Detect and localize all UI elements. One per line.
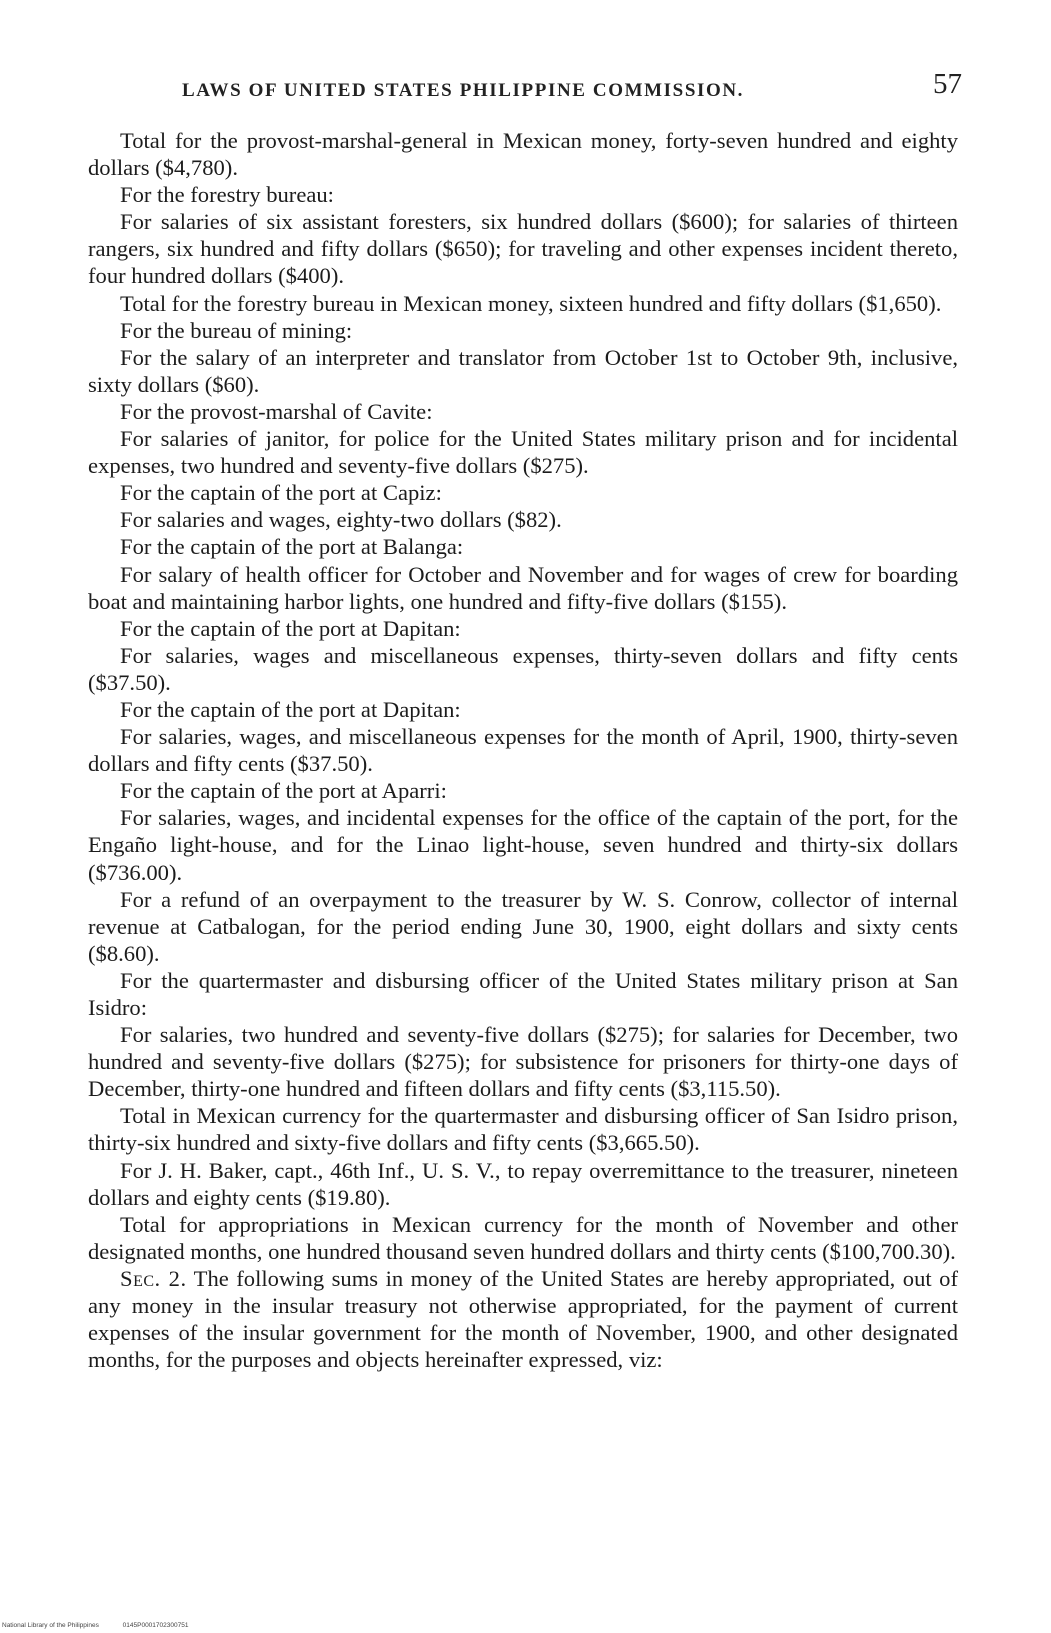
paragraph: For the quartermaster and disbursing officer of the United States military prison at San Isidro: bbox=[88, 967, 958, 1020]
paragraph: For salaries of janitor, for police for the United States military prison and for incidental expenses, two hundred and seventy-five dollars ($275). bbox=[88, 426, 958, 479]
paragraph: For salaries, wages, and miscellaneous expenses for the month of April, 1900, thirty-seven dollars and fifty cents ($37.50). bbox=[88, 724, 958, 777]
page-number: 57 bbox=[933, 68, 962, 100]
paragraph: For the bureau of mining: bbox=[120, 317, 353, 343]
section-paragraph bbox=[88, 1265, 958, 1373]
paragraph: For salary of health officer for October and November and for wages of crew for boarding boat and maintaining harbor lights, one hundred and fifty-five dollars ($155). bbox=[88, 561, 958, 614]
paragraph: For salaries, two hundred and seventy-five dollars ($275); for salaries for December, two hundred and seventy-five dollars ($275); for subsistence for prisoners for thirty-one days of December, thirty-one hundred and fifteen dollars and fifty cents ($3,115.50). bbox=[88, 1022, 958, 1102]
paragraph: Total for the forestry bureau in Mexican money, sixteen hundred and fifty dollars ($1,650). bbox=[120, 290, 942, 316]
body-text bbox=[88, 127, 958, 1373]
paragraph: For the captain of the port at Capiz: bbox=[120, 480, 442, 506]
paragraph: For salaries, wages, and incidental expenses for the office of the captain of the port, for the Engaño light-house, and for the Linao light-house, seven hundred and thirty-six dollars ($736.00). bbox=[88, 805, 958, 885]
footer-library: National Library of the Philippines bbox=[2, 1622, 99, 1629]
paragraph: For salaries and wages, eighty-two dollars ($82). bbox=[120, 507, 562, 533]
paragraph: For J. H. Baker, capt., 46th Inf., U. S. V., to repay overremittance to the treasurer, nineteen dollars and eighty cents ($19.80). bbox=[88, 1157, 958, 1210]
paragraph: For a refund of an overpayment to the treasurer by W. S. Conrow, collector of internal revenue at Catbalogan, for the period ending June 30, 1900, eight dollars and sixty cents ($8.60). bbox=[88, 886, 958, 966]
running-header bbox=[182, 68, 962, 108]
paragraph: For the forestry bureau: bbox=[120, 182, 334, 208]
paragraph: For the captain of the port at Dapitan: bbox=[120, 696, 461, 722]
paragraph: Total for the provost-marshal-general in Mexican money, forty-seven hundred and eighty dollars ($4,780). bbox=[88, 128, 958, 181]
paragraph: For the provost-marshal of Cavite: bbox=[120, 398, 433, 424]
paragraph: For the captain of the port at Aparri: bbox=[120, 778, 447, 804]
paragraph: For the captain of the port at Balanga: bbox=[120, 534, 464, 560]
paragraph: For the captain of the port at Dapitan: bbox=[120, 615, 461, 641]
scan-footer bbox=[2, 1622, 210, 1629]
section-label: Sec. 2. bbox=[120, 1265, 187, 1291]
footer-code: 0145P0001702300751 bbox=[122, 1622, 189, 1629]
paragraph: For salaries of six assistant foresters, six hundred dollars ($600); for salaries of thirteen rangers, six hundred and fifty dollars ($650); for traveling and other expenses incident thereto, four hundred dollars ($400). bbox=[88, 209, 958, 289]
paragraph: For the salary of an interpreter and translator from October 1st to October 9th, inclusive, sixty dollars ($60). bbox=[88, 344, 958, 397]
section-text: The following sums in money of the United States are hereby appropriated, out of any money in the insular treasury not otherwise appropriated, for the payment of current expenses of the insular government for the month of November, 1900, and other designated months, for the purposes and objects hereinafter expressed, viz: bbox=[88, 1265, 958, 1373]
paragraph: For salaries, wages and miscellaneous expenses, thirty-seven dollars and fifty cents ($37.50). bbox=[88, 642, 958, 695]
paragraph: Total for appropriations in Mexican currency for the month of November and other designated months, one hundred thousand seven hundred dollars and thirty cents ($100,700.30). bbox=[88, 1211, 958, 1264]
header-title: LAWS OF UNITED STATES PHILIPPINE COMMISSION. bbox=[182, 80, 745, 101]
paragraph: Total in Mexican currency for the quartermaster and disbursing officer of San Isidro prison, thirty-six hundred and sixty-five dollars and fifty cents ($3,665.50). bbox=[88, 1103, 958, 1156]
